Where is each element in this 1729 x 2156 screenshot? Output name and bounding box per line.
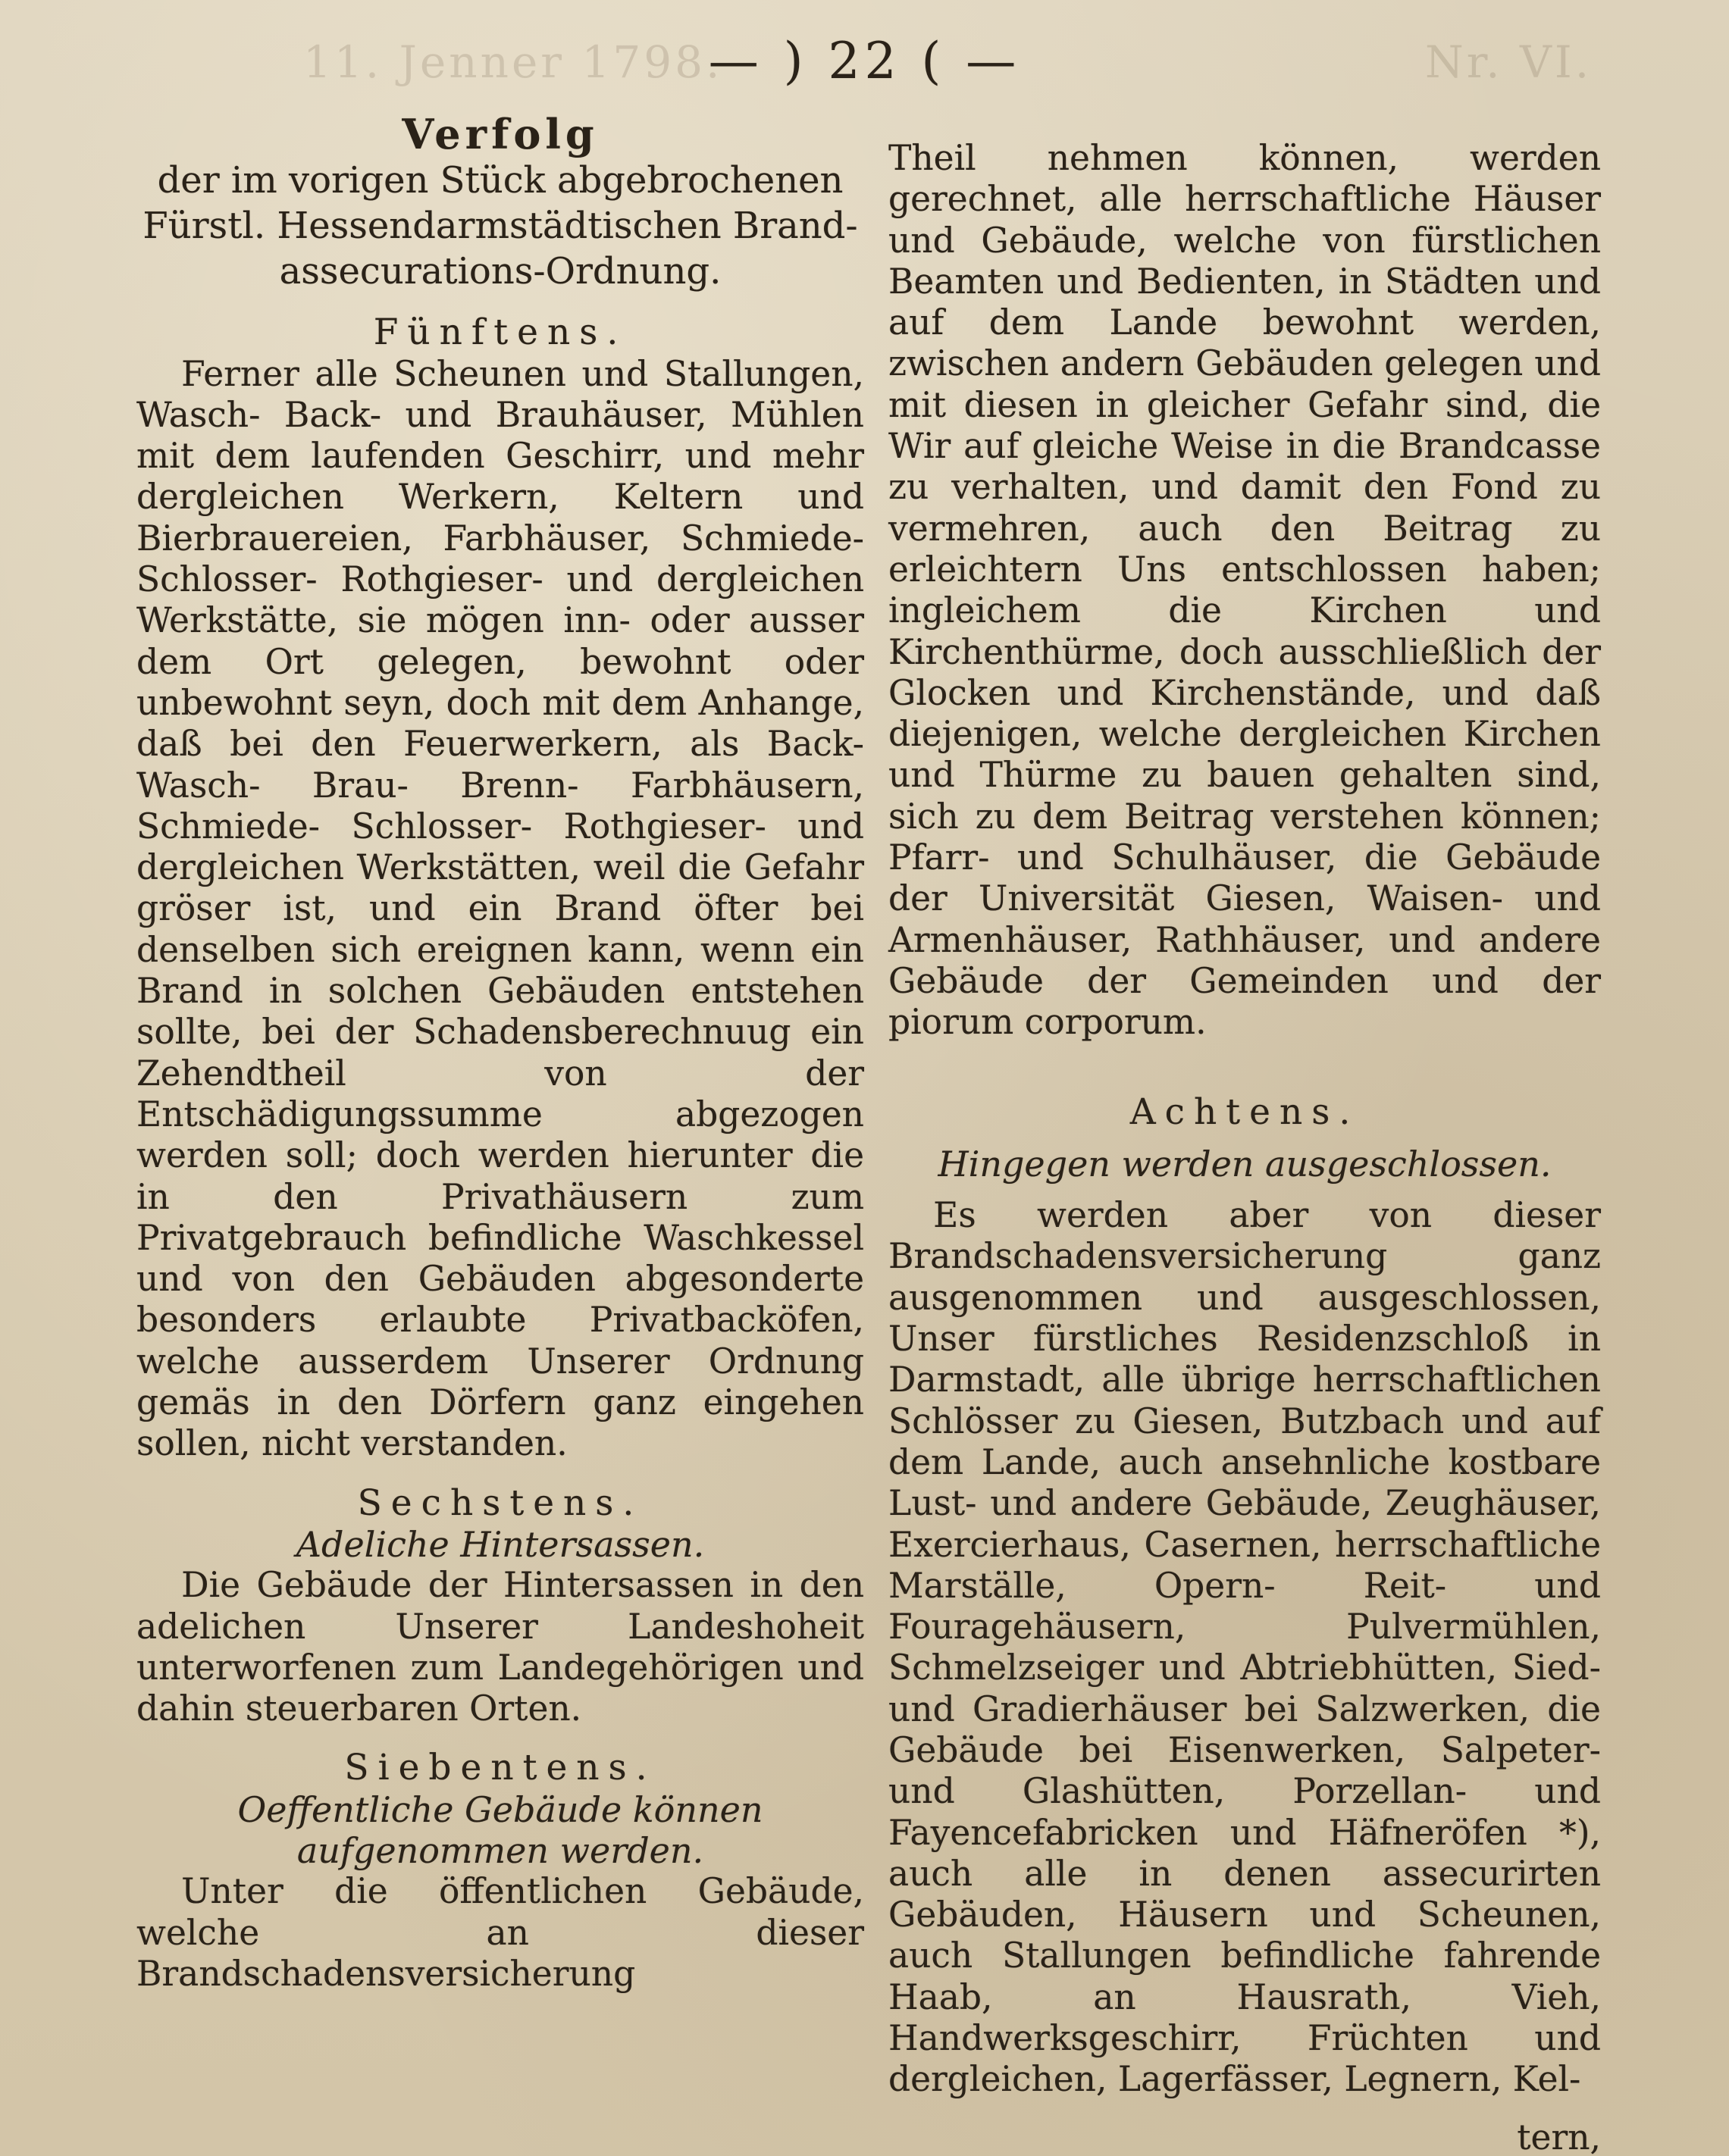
article-subtitle-line-2: Fürstl. Hessendarmstädtischen Brand- [143,205,858,248]
left-column [136,110,864,1995]
page-number: — ) 22 ( — [708,32,1021,90]
article-subtitle-line-3: assecurations-Ordnung. [279,250,722,293]
bleed-through-date: 11. Jenner 1798. [303,36,723,88]
bleed-through-number: Nr. VI. [1425,36,1593,88]
continued-text: Theil nehmen können, werden gerechnet, alle herrschaftliche Häuser und Gebäude, welche von fürstlichen Beamten und Bedienten, in Städten und auf dem Lande bewohnt werden, zwischen andern Gebäuden gelegen und mit diesen in gleicher Gefahr sind, die Wir auf gleiche Weise in die Brandcasse zu verhalten, und damit den Fond zu vermehren, auch den Beitrag zu erleichtern Uns entschlossen haben; ingleichem die Kirchen und Kirchenthürme, doch ausschließlich der Glocken und Kirchenstände, und daß diejenigen, welche dergleichen Kirchen und Thürme zu bauen gehalten sind, sich zu dem Beitrag verstehen können; Pfarr- und Schulhäuser, die Gebäude der Universität Giesen, Waisen- und Armenhäuser, Rathhäuser, und andere Gebäude der Gemeinden und der piorum corporum. [888,138,1601,1043]
article-title: Verfolg [402,110,599,158]
section-7-text: Unter die öffentlichen Gebäude, welche an dieser Brandschadensversicherung [136,1871,864,1994]
section-gap [888,1044,1601,1074]
right-column [888,138,1601,2156]
section-5-text: Ferner alle Scheunen und Stallungen, Wasch- Back- und Brauhäuser, Mühlen mit dem laufenden Geschirr, und mehr dergleichen Werkern, Keltern und Bierbrauereien, Farbhäuser, Schmiede- Schlosser- Rothgieser- und dergleichen Werkstätte, sie mögen inn- oder ausser dem Ort gelegen, bewohnt oder unbewohnt seyn, doch mit dem Anhange, daß bei den Feuerwerkern, als Back- Wasch- Brau- Brenn- Farbhäusern, Schmiede- Schlosser- Rothgieser- und dergleichen Werkstätten, weil die Gefahr gröser ist, und ein Brand öfter bei denselben sich ereignen kann, wenn ein Brand in solchen Gebäuden entstehen sollte, bei der Schadensberechnuug ein Zehendtheil von der Entschädigungssumme abgezogen werden soll; doch werden hierunter die in den Privathäusern zum Privatgebrauch befindliche Waschkessel und von den Gebäuden abgesonderte besonders erlaubte Privatbacköfen, welche ausserdem Unserer Ordnung gemäs in den Dörfern ganz eingehen sollen, nicht verstanden. [136,353,864,1464]
section-8-title: Achtens. [1129,1091,1360,1133]
section-6-text: Die Gebäude der Hintersassen in den adelichen Unserer Landeshoheit unterworfenen zum Landegehörigen und dahin steuerbaren Orten. [136,1565,864,1729]
section-7-title: Siebentens. [344,1747,656,1789]
section-6-title: Sechstens. [357,1482,644,1524]
section-8-text: Es werden aber von dieser Brandschadensversicherung ganz ausgenommen und ausgeschlossen, Unser fürstliches Residenzschloß in Darmstadt, alle übrige herrschaftlichen Schlösser zu Giesen, Butzbach und auf dem Lande, auch ansehnliche kostbare Lust- und andere Gebäude, Zeughäuser, Exercierhaus, Casernen, herrschaftliche Marställe, Opern- Reit- und Fouragehäusern, Pulvermühlen, Schmelzseiger und Abtriebhütten, Sied- und Gradierhäuser bei Salzwerken, die Gebäude bei Eisenwerken, Salpeter- und Glashütten, Porzellan- und Fayencefabricken und Häfneröfen *), auch alle in denen assecurirten Gebäuden, Häusern und Scheunen, auch Stallungen befindliche fahrende Haab, an Hausrath, Vieh, Handwerksgeschirr, Früchten und dergleichen, Lagerfässer, Legnern, Kel- [888,1195,1601,2100]
catchword: tern, [1517,2117,1601,2156]
section-7-subtitle: Oeffentliche Gebäude können aufgenommen werden. [237,1788,763,1871]
section-8-subtitle: Hingegen werden ausgeschlossen. [938,1143,1552,1184]
article-subtitle-line-1: der im vorigen Stück abgebrochenen [157,159,844,202]
section-5-title: Fünftens. [373,311,628,354]
section-6-subtitle: Adeliche Hintersassen. [296,1523,705,1565]
